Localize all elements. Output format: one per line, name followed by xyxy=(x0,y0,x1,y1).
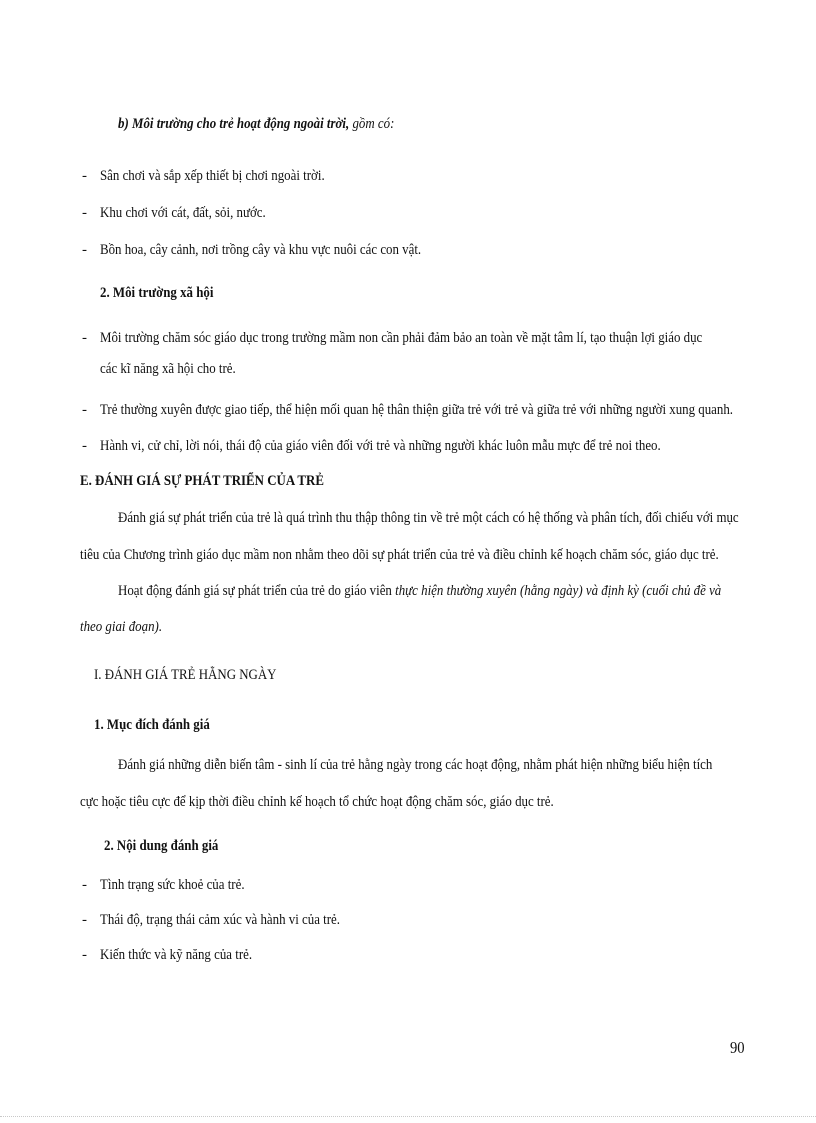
outdoor-env-heading xyxy=(118,114,394,134)
purpose-paragraph-line: Đánh giá những diễn biến tâm - sinh lí của trẻ hằng ngày trong các hoạt động, nhằm phát hiện những biểu hiện tích xyxy=(118,757,713,773)
evaluation-paragraph-line: Đánh giá sự phát triển của trẻ là quá trình thu thập thông tin về trẻ một cách có hệ thống và phân tích, đối chiếu với mục xyxy=(118,510,739,526)
bullet-dash: - xyxy=(82,438,87,454)
bullet-dash: - xyxy=(82,242,87,258)
page-number: 90 xyxy=(730,1038,745,1057)
outdoor-env-heading-rest: gồm có: xyxy=(349,116,395,132)
list-item: Bồn hoa, cây cảnh, nơi trồng cây và khu vực nuôi các con vật. xyxy=(100,242,422,258)
list-item: Hành vi, cử chỉ, lời nói, thái độ của giáo viên đối với trẻ và những người khác luôn mẫu mực để trẻ noi theo. xyxy=(100,438,661,454)
bullet-dash: - xyxy=(82,402,87,418)
purpose-heading: 1. Mục đích đánh giá xyxy=(94,717,210,733)
bullet-dash: - xyxy=(82,912,87,928)
list-item: Trẻ thường xuyên được giao tiếp, thể hiện mối quan hệ thân thiện giữa trẻ với trẻ và giữa trẻ với những người xung quanh. xyxy=(100,402,734,418)
evaluation-paragraph-2-plain: Hoạt động đánh giá sự phát triển của trẻ do giáo viên xyxy=(118,583,396,599)
purpose-paragraph-line: cực hoặc tiêu cực để kịp thời điều chỉnh kế hoạch tổ chức hoạt động chăm sóc, giáo dục trẻ. xyxy=(80,794,554,810)
evaluation-paragraph-2-line: theo giai đoạn). xyxy=(80,619,163,635)
evaluation-paragraph-2-italic: thực hiện thường xuyên (hằng ngày) và định kỳ (cuối chủ đề và xyxy=(395,583,722,599)
footer-divider xyxy=(0,1116,816,1117)
list-item: Tình trạng sức khoẻ của trẻ. xyxy=(100,877,245,893)
list-item: Môi trường chăm sóc giáo dục trong trường mầm non cần phải đảm bảo an toàn về mặt tâm lí, tạo thuận lợi giáo dục xyxy=(100,330,703,346)
daily-evaluation-heading: I. ĐÁNH GIÁ TRẺ HẰNG NGÀY xyxy=(94,667,277,683)
bullet-dash: - xyxy=(82,168,87,184)
list-item: Kiến thức và kỹ năng của trẻ. xyxy=(100,947,253,963)
bullet-dash: - xyxy=(82,947,87,963)
list-item: Khu chơi với cát, đất, sỏi, nước. xyxy=(100,205,266,221)
list-item-continuation: các kĩ năng xã hội cho trẻ. xyxy=(100,361,236,377)
section-e-heading: E. ĐÁNH GIÁ SỰ PHÁT TRIỂN CỦA TRẺ xyxy=(80,473,324,489)
evaluation-paragraph-line: tiêu của Chương trình giáo dục mầm non nhằm theo dõi sự phát triển của trẻ và điều chỉnh kế hoạch chăm sóc, giáo dục trẻ. xyxy=(80,547,719,563)
outdoor-env-heading-bold: b) Môi trường cho trẻ hoạt động ngoài trời, xyxy=(118,116,350,132)
content-heading: 2. Nội dung đánh giá xyxy=(104,838,219,854)
bullet-dash: - xyxy=(82,877,87,893)
bullet-dash: - xyxy=(82,205,87,221)
list-item: Sân chơi và sắp xếp thiết bị chơi ngoài trời. xyxy=(100,168,325,184)
list-item: Thái độ, trạng thái cảm xúc và hành vi của trẻ. xyxy=(100,912,340,928)
social-env-heading: 2. Môi trường xã hội xyxy=(100,285,214,301)
evaluation-paragraph-2-line xyxy=(118,581,721,601)
bullet-dash: - xyxy=(82,330,87,346)
